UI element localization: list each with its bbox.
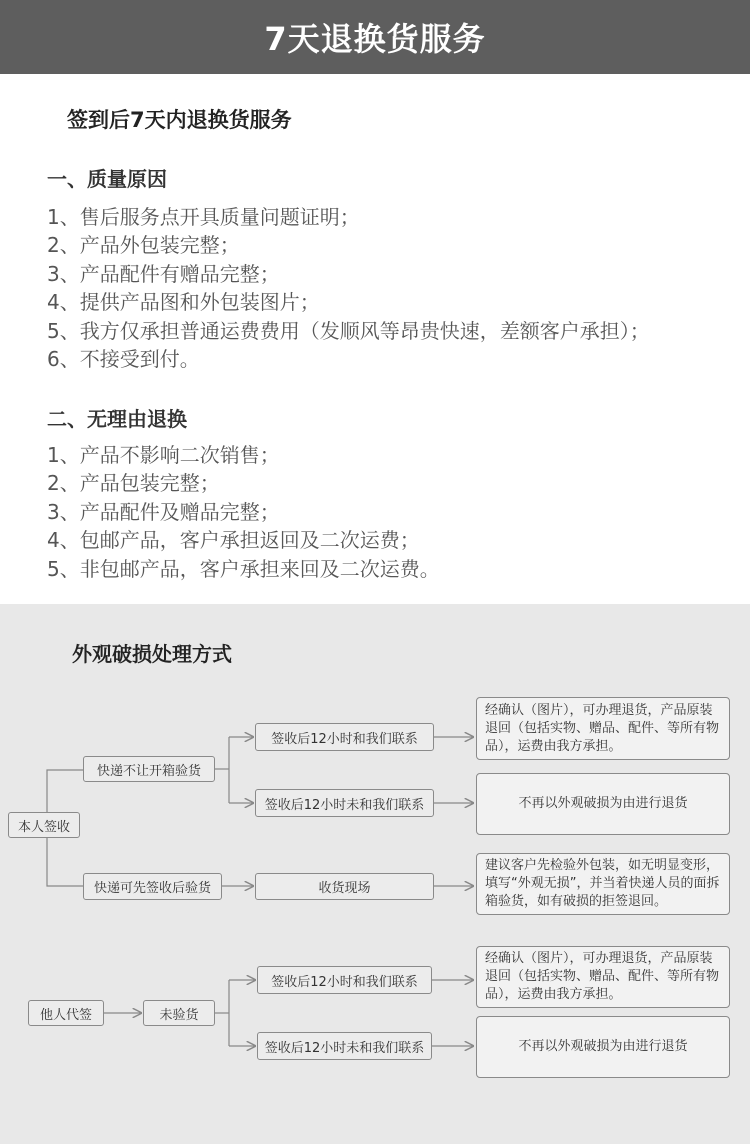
flowchart-title: 外观破损处理方式 (72, 642, 232, 666)
result-return-approved-box-2: 经确认（图片），可办理退货，产品原装退回（包括实物、赠品、配件、等所有物品），运费由我方承担。 (476, 946, 730, 1008)
result-return-rejected-box: 不再以外观破损为由进行退货 (476, 773, 730, 835)
sign-then-inspect-box: 快递可先签收后验货 (83, 873, 222, 900)
list-item: 5、非包邮产品，客户承担来回及二次运费。 (47, 556, 440, 581)
no-contact-12h-box-2: 签收后12小时未和我们联系 (257, 1032, 432, 1060)
other-sign-box: 他人代签 (28, 1000, 104, 1026)
page-subtitle: 签到后7天内退换货服务 (67, 108, 292, 132)
list-item: 2、产品包装完整； (47, 471, 220, 496)
list-item: 4、包邮产品，客户承担返回及二次运费； (47, 528, 420, 553)
section-no-reason-heading: 二、无理由退换 (47, 407, 187, 431)
list-item: 2、产品外包装完整； (47, 233, 240, 258)
list-item: 5、我方仅承担普通运费费用（发顺风等昂贵快速，差额客户承担）； (47, 318, 650, 343)
list-item: 1、售后服务点开具质量问题证明； (47, 205, 360, 229)
result-return-rejected-box-2: 不再以外观破损为由进行退货 (476, 1016, 730, 1078)
no-contact-12h-box: 签收后12小时未和我们联系 (255, 789, 434, 817)
list-item: 4、提供产品图和外包装图片； (47, 290, 320, 315)
no-open-inspection-box: 快递不让开箱验货 (83, 756, 215, 782)
list-item: 6、不接受到付。 (47, 347, 200, 372)
onsite-receipt-box: 收货现场 (255, 873, 434, 900)
contact-within-12h-box-2: 签收后12小时和我们联系 (257, 966, 432, 994)
banner-title: 7天退换货服务 (264, 20, 486, 58)
section-quality-heading: 一、质量原因 (47, 167, 167, 191)
contact-within-12h-box: 签收后12小时和我们联系 (255, 723, 434, 751)
result-onsite-advice-box: 建议客户先检验外包装，如无明显变形，填写“外观无损”，并当着快递人员的面拆箱验货，如有破损的拒签退回。 (476, 853, 730, 915)
list-item: 3、产品配件有赠品完整； (47, 261, 280, 286)
not-inspected-box: 未验货 (143, 1000, 215, 1026)
self-sign-box: 本人签收 (8, 812, 80, 838)
result-return-approved-box: 经确认（图片），可办理退货，产品原装退回（包括实物、赠品、配件、等所有物品），运费由我方承担。 (476, 697, 730, 760)
list-item: 3、产品配件及赠品完整； (47, 499, 280, 524)
list-item: 1、产品不影响二次销售； (47, 443, 280, 467)
